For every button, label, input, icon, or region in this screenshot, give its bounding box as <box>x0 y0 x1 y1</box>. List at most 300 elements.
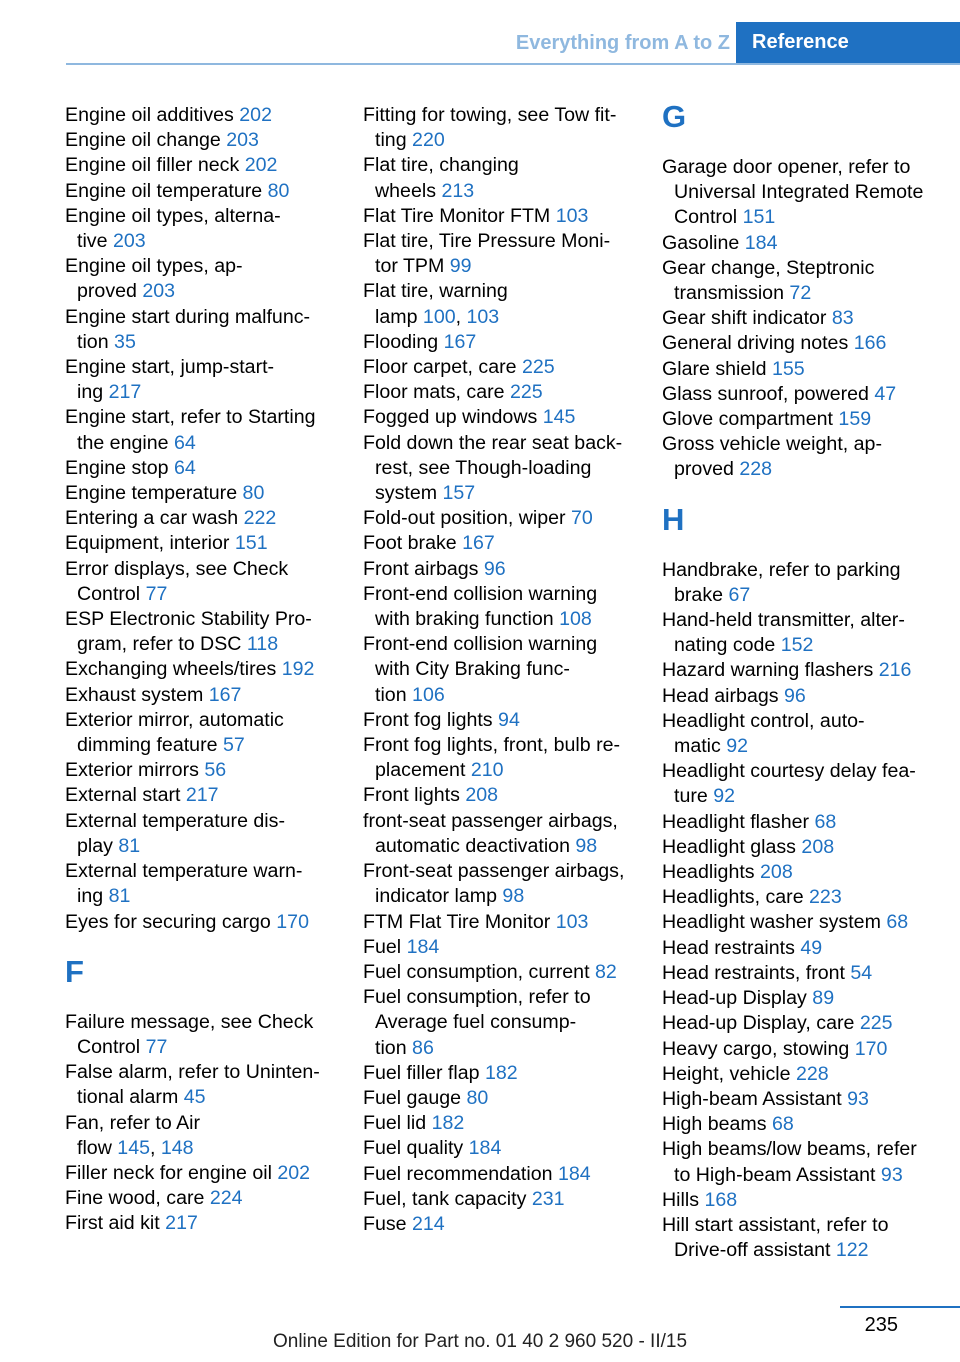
index-entry-text: Foot brake <box>363 532 463 555</box>
index-entry-text: Flat tire, changing <box>363 154 519 177</box>
page-link[interactable]: 80 <box>466 1086 489 1109</box>
index-entry-text: Exterior mirrors <box>65 759 205 782</box>
index-entry-text: Universal Integrated Remote <box>674 181 924 204</box>
index-entry <box>662 231 952 256</box>
index-entry-text: External start <box>65 784 186 807</box>
page-link[interactable]: 213 <box>441 179 475 202</box>
page-link[interactable]: 35 <box>114 330 136 353</box>
index-entry-text: system <box>375 482 443 505</box>
page-link[interactable]: 225 <box>510 381 543 404</box>
index-entry <box>363 783 638 808</box>
index-entry <box>65 708 340 758</box>
index-entry-text: Head restraints, front <box>662 961 851 984</box>
index-entry-text: Engine oil change <box>65 129 227 152</box>
index-entry <box>662 357 952 382</box>
page-link[interactable]: 98 <box>502 885 525 908</box>
index-entry-text: with braking function <box>375 608 560 631</box>
index-entry-text: Front-seat passenger airbags, <box>363 860 625 883</box>
index-entry-text: tive <box>77 230 113 253</box>
page-link[interactable]: 106 <box>412 683 445 706</box>
index-entry-text: Failure message, see Check <box>65 1010 314 1033</box>
index-entry-text: External temperature dis- <box>65 809 285 832</box>
page-link[interactable]: 94 <box>498 708 520 731</box>
index-entry <box>363 506 638 531</box>
index-entry-text: flow <box>77 1136 118 1159</box>
index-entry-text: with City Braking func- <box>375 658 570 681</box>
index-entry <box>65 405 340 455</box>
index-entry <box>662 608 952 658</box>
index-entry-text: Glove compartment <box>662 408 839 431</box>
index-entry-text: High-beam Assistant <box>662 1087 848 1110</box>
index-entry-text: Fuel consumption, refer to <box>363 986 591 1009</box>
index-entry <box>662 936 952 961</box>
page-link[interactable]: 81 <box>108 885 131 908</box>
index-entry-text: Exterior mirror, automatic <box>65 708 284 731</box>
page-link[interactable]: 98 <box>575 834 598 857</box>
index-entry-text: Hill start assistant, refer to <box>662 1213 889 1236</box>
index-entry <box>363 557 638 582</box>
page-link[interactable]: 45 <box>183 1086 206 1109</box>
index-entry-text: Fogged up windows <box>363 406 543 429</box>
index-entry-text: External temperature warn- <box>65 860 303 883</box>
page-link[interactable]: 93 <box>847 1087 869 1110</box>
index-entry-text: Engine oil temperature <box>65 179 268 202</box>
page-link[interactable]: 225 <box>859 1012 893 1035</box>
index-entry <box>662 684 952 709</box>
index-entry-text: Front lights <box>363 784 466 807</box>
index-entry <box>363 935 638 960</box>
index-entry <box>65 254 340 304</box>
page-link[interactable]: 224 <box>209 1187 243 1210</box>
index-entry-text: Fuel gauge <box>363 1086 467 1109</box>
index-entry <box>662 155 952 231</box>
index-entry-text: Front fog lights, front, bulb re- <box>363 734 621 757</box>
page-link[interactable]: 217 <box>108 381 142 404</box>
page-link[interactable]: 203 <box>142 280 176 303</box>
index-entry <box>662 961 952 986</box>
index-entry-text: Engine oil types, ap- <box>65 255 243 278</box>
index-entry <box>65 683 340 708</box>
page-link[interactable]: 56 <box>204 759 227 782</box>
index-entry-text: Head-up Display, care <box>662 1012 860 1035</box>
index-entry-text: Fuel, tank capacity <box>363 1187 532 1210</box>
page-link[interactable]: 225 <box>522 356 555 379</box>
page-number: 235 <box>864 1314 898 1336</box>
page-link[interactable]: 68 <box>814 810 837 833</box>
index-entry-text: Exchanging wheels/tires <box>65 658 282 681</box>
page-link[interactable]: 96 <box>784 684 806 707</box>
index-entry <box>363 1136 638 1161</box>
page-link[interactable]: 64 <box>173 456 196 479</box>
index-entry-text: Fan, refer to Air <box>65 1111 201 1134</box>
index-entry <box>363 1111 638 1136</box>
page-link[interactable]: 170 <box>276 910 309 933</box>
index-entry <box>363 153 638 203</box>
index-entry-text: Height, vehicle <box>662 1062 796 1085</box>
index-entry-text: tion <box>375 1036 413 1059</box>
index-entry <box>65 1161 340 1186</box>
index-entry-text: Garage door opener, refer to <box>662 156 911 178</box>
index-entry-text: Engine oil filler neck <box>65 154 245 177</box>
index-entry-text: Headlight washer system <box>662 911 887 934</box>
index-entry-text: tion <box>77 330 115 353</box>
page-link[interactable]: 80 <box>267 179 290 202</box>
index-entry-text: Fuel consumption, current <box>363 960 595 983</box>
page-link[interactable]: 103 <box>555 204 589 227</box>
index-entry-text: Engine start during malfunc- <box>65 305 311 328</box>
page-link[interactable]: 67 <box>728 583 751 606</box>
page-link[interactable]: 184 <box>468 1137 502 1160</box>
index-entry <box>363 582 638 632</box>
index-entry-text: front-seat passenger airbags, <box>363 809 618 832</box>
index-entry <box>363 380 638 405</box>
index-entry-text: Fold-out position, wiper <box>363 507 572 530</box>
index-entry-text: Fuel <box>363 935 407 958</box>
page-link[interactable]: 49 <box>800 936 823 959</box>
index-entry-text: Engine start, refer to Starting <box>65 406 316 429</box>
page-link[interactable]: 82 <box>594 960 617 983</box>
page-link[interactable]: 216 <box>878 659 912 682</box>
index-entry-text: Engine start, jump-start- <box>65 356 275 379</box>
page-link[interactable]: 100 <box>422 305 456 328</box>
page-link[interactable]: 228 <box>795 1062 829 1085</box>
index-entry <box>363 330 638 355</box>
index-entry <box>662 558 952 608</box>
index-entry <box>65 153 340 178</box>
index-entry <box>662 331 952 356</box>
page-link[interactable]: 99 <box>449 255 472 278</box>
index-entry-text: Fuse <box>363 1212 413 1235</box>
page-link[interactable]: 231 <box>531 1187 565 1210</box>
index-entry-text: Fuel filler flap <box>363 1061 485 1084</box>
index-entry-text: transmission <box>674 282 790 305</box>
index-entry-text: High beams <box>662 1113 772 1136</box>
index-entry-text: Hills <box>662 1188 705 1211</box>
index-entry-text: to High-beam Assistant <box>674 1163 881 1186</box>
index-entry <box>363 204 638 229</box>
page-link[interactable]: 86 <box>412 1036 434 1059</box>
page-link[interactable]: 47 <box>874 382 897 405</box>
index-entry <box>65 355 340 405</box>
page-link[interactable]: 70 <box>571 507 593 530</box>
page-link[interactable]: 210 <box>470 759 504 782</box>
index-entry <box>363 985 638 1061</box>
index-entry-text: placement <box>375 759 471 782</box>
index-entry-text: Average fuel consump- <box>375 1011 577 1034</box>
index-letter-heading: F <box>65 953 84 989</box>
page-link[interactable]: 89 <box>812 987 835 1010</box>
index-entry-text: proved <box>674 458 740 481</box>
index-entry-text: Filler neck for engine oil <box>65 1161 278 1184</box>
page-link[interactable]: 182 <box>484 1061 518 1084</box>
page-link[interactable]: 203 <box>112 230 146 253</box>
index-entry <box>662 709 952 759</box>
page-link[interactable]: 145 <box>117 1136 150 1159</box>
index-entry-text: Fold down the rear seat back- <box>363 431 623 454</box>
index-entry <box>363 708 638 733</box>
index-entry <box>65 456 340 481</box>
index-entry-text: FTM Flat Tire Monitor <box>363 910 556 933</box>
index-entry <box>65 103 340 128</box>
tab-reference[interactable]: Reference <box>736 22 960 63</box>
page-link[interactable]: 57 <box>222 734 245 757</box>
index-entry <box>662 407 952 432</box>
index-entry-text: play <box>77 834 119 857</box>
index-entry-text: Engine temperature <box>65 482 243 505</box>
index-entry-text: Headlights, care <box>662 886 810 909</box>
index-entry <box>662 1112 952 1137</box>
page-link[interactable]: 72 <box>789 282 812 305</box>
index-entry-text: tion <box>375 683 413 706</box>
index-entry <box>662 382 952 407</box>
index-entry <box>65 1186 340 1211</box>
index-entry-text: Glare shield <box>662 357 772 380</box>
page-link[interactable]: 166 <box>853 332 887 355</box>
index-entry <box>363 103 638 153</box>
index-entry-text: Equipment, interior <box>65 532 235 555</box>
index-entry-text: Flat tire, warning <box>363 280 508 303</box>
index-entry-text: Heavy cargo, stowing <box>662 1037 855 1060</box>
index-entry <box>363 431 638 507</box>
index-entry-text: Front airbags <box>363 557 484 580</box>
index-entry <box>662 1087 952 1112</box>
page-link[interactable]: 152 <box>780 634 814 657</box>
index-entry-text: dimming feature <box>77 734 223 757</box>
index-entry-text: Error displays, see Check <box>65 557 289 580</box>
page-link[interactable]: 103 <box>555 910 589 933</box>
footer-rule <box>840 1306 960 1308</box>
page-link[interactable]: 184 <box>744 231 778 254</box>
page-link[interactable]: 223 <box>809 886 842 909</box>
page-link[interactable]: 202 <box>239 104 272 126</box>
index-entry-text: Floor mats, care <box>363 381 510 404</box>
index-entry <box>65 859 340 909</box>
index-entry <box>65 531 340 556</box>
page-link[interactable]: 208 <box>760 861 793 884</box>
page-link[interactable]: 92 <box>726 735 749 758</box>
index-letter-heading: G <box>662 99 687 134</box>
page-link[interactable]: 220 <box>412 129 445 152</box>
page-link[interactable]: 184 <box>406 935 440 958</box>
index-entry <box>65 1010 340 1060</box>
index-entry <box>363 1162 638 1187</box>
index-entry <box>65 481 340 506</box>
index-entry-text: First aid kit <box>65 1212 166 1235</box>
index-entry-text: Gasoline <box>662 231 745 254</box>
page-link[interactable]: 80 <box>242 482 265 505</box>
index-entry-text: Fuel lid <box>363 1112 432 1135</box>
index-entry <box>363 229 638 279</box>
index-entry-text: Drive-off assistant <box>674 1239 836 1262</box>
index-entry <box>662 860 952 885</box>
page-link[interactable]: 208 <box>801 835 835 858</box>
index-entry <box>363 1086 638 1111</box>
index-entry-text: automatic deactivation <box>375 834 576 857</box>
page-link[interactable]: 118 <box>246 633 279 656</box>
page-link[interactable]: 222 <box>243 507 277 530</box>
page-link[interactable]: 202 <box>244 154 278 177</box>
index-column-2 <box>363 103 638 1237</box>
index-entry-text: Fuel recommendation <box>363 1162 558 1185</box>
footer-edition: Online Edition for Part no. 01 40 2 960 520 - II/15 <box>272 1331 688 1352</box>
header-rule <box>66 63 960 65</box>
page-link[interactable]: 203 <box>226 129 259 152</box>
index-entry-text: the engine <box>77 431 174 454</box>
index-entry-text: Hazard warning flashers <box>662 659 879 682</box>
index-entry <box>363 1212 638 1237</box>
index-entry <box>662 910 952 935</box>
index-entry-text: Handbrake, refer to parking <box>662 558 901 581</box>
index-entry <box>65 910 340 935</box>
page-link[interactable]: 96 <box>483 557 506 580</box>
page-link[interactable]: 208 <box>465 784 499 807</box>
index-entry <box>662 1188 952 1213</box>
index-entry-text: Gear shift indicator <box>662 307 832 330</box>
page-link[interactable]: 151 <box>742 206 776 229</box>
index-entry-text: gram, refer to DSC <box>77 633 247 656</box>
page-link[interactable]: 167 <box>462 532 495 555</box>
index-entry-text: wheels <box>375 179 442 202</box>
index-entry <box>662 658 952 683</box>
page-link[interactable]: 170 <box>854 1037 888 1060</box>
page-link[interactable]: 217 <box>185 784 219 807</box>
index-entry <box>65 204 340 254</box>
page-link[interactable]: 157 <box>442 482 476 505</box>
index-column-1 <box>65 103 340 1237</box>
page-link[interactable]: 92 <box>713 785 736 808</box>
index-entry-text: ESP Electronic Stability Pro- <box>65 608 312 631</box>
index-entry <box>363 1187 638 1212</box>
page-link[interactable]: 83 <box>831 307 854 330</box>
page-link[interactable]: 159 <box>838 408 872 431</box>
page-link[interactable]: 167 <box>208 683 242 706</box>
index-entry <box>363 355 638 380</box>
page-link[interactable]: 155 <box>772 357 805 380</box>
index-entry-text: Eyes for securing cargo <box>65 910 277 933</box>
index-entry <box>363 405 638 430</box>
index-entry <box>65 128 340 153</box>
index-entry <box>662 835 952 860</box>
index-entry <box>363 733 638 783</box>
page-link[interactable]: 217 <box>165 1212 198 1235</box>
index-entry <box>662 1213 952 1263</box>
index-entry <box>662 1062 952 1087</box>
index-entry <box>662 1011 952 1036</box>
index-entry-text: ing <box>77 381 109 404</box>
index-entry <box>65 557 340 607</box>
page-link[interactable]: 64 <box>173 431 196 454</box>
page-link[interactable]: 122 <box>835 1239 869 1262</box>
index-entry-text: Gear change, Steptronic <box>662 256 875 279</box>
index-entry-text: tional alarm <box>77 1086 184 1109</box>
index-entry <box>65 305 340 355</box>
page-link[interactable]: 145 <box>542 406 576 429</box>
page-link[interactable]: 68 <box>886 911 909 934</box>
index-entry-text: Flat Tire Monitor FTM <box>363 204 556 227</box>
index-entry <box>662 986 952 1011</box>
index-entry <box>363 809 638 859</box>
page-link[interactable]: 202 <box>277 1161 311 1184</box>
index-entry-text: Control <box>674 206 743 229</box>
page-link[interactable]: 77 <box>145 1035 168 1058</box>
page-link[interactable]: 214 <box>412 1212 445 1235</box>
index-entry <box>65 607 340 657</box>
page-link[interactable]: 151 <box>234 532 268 555</box>
page-link[interactable]: 184 <box>557 1162 591 1185</box>
page-link[interactable]: 168 <box>704 1188 738 1211</box>
page-link[interactable]: 103 <box>466 305 500 328</box>
index-entry-text: Front-end collision warning <box>363 582 598 605</box>
index-entry-text: matic <box>674 735 727 758</box>
index-entry <box>65 1060 340 1110</box>
index-entry-text: ing <box>77 885 109 908</box>
index-entry-text: Floor carpet, care <box>363 356 522 379</box>
index-entry-text: High beams/low beams, refer <box>662 1138 917 1161</box>
page-link[interactable]: 81 <box>118 834 141 857</box>
index-entry-text: indicator lamp <box>375 885 503 908</box>
index-entry-text: Exhaust system <box>65 683 209 706</box>
index-entry <box>662 810 952 835</box>
index-entry-text: rest, see Though-loading <box>375 456 592 479</box>
index-column-3 <box>662 99 952 1263</box>
index-entry <box>662 256 952 306</box>
index-letter-heading: H <box>662 501 685 537</box>
index-entry <box>363 1061 638 1086</box>
page-link[interactable]: 68 <box>772 1113 794 1136</box>
index-entry <box>65 1211 340 1236</box>
index-entry: Flat tire, warning lamp 100, 103 <box>363 280 508 328</box>
page-link[interactable]: 77 <box>145 582 168 605</box>
index-entry-text: Headlights <box>662 861 761 884</box>
page-link[interactable]: 54 <box>850 961 873 984</box>
index-entry <box>363 910 638 935</box>
index-entry-text: Engine oil types, alterna- <box>65 204 281 227</box>
page-link[interactable]: 108 <box>559 608 592 631</box>
index-entry-text: Headlight flasher <box>662 810 815 833</box>
index-entry-text: nating code <box>674 634 781 657</box>
page-link[interactable]: 148 <box>160 1136 194 1159</box>
index-entry-text: False alarm, refer to Uninten- <box>65 1061 320 1084</box>
page-link[interactable]: 167 <box>443 330 477 353</box>
index-entry-text: Front-end collision warning <box>363 633 598 656</box>
index-entry-text: ture <box>674 785 714 808</box>
index-entry <box>662 1037 952 1062</box>
index-entry-text: Hand-held transmitter, alter- <box>662 609 905 632</box>
index-entry-text: Head airbags <box>662 684 784 707</box>
index-entry-text: Entering a car wash <box>65 507 244 530</box>
index-entry <box>65 506 340 531</box>
page-link[interactable]: 93 <box>880 1163 903 1186</box>
index-entry <box>662 432 952 482</box>
index-entry <box>662 759 952 809</box>
page-link[interactable]: 182 <box>431 1112 465 1135</box>
page-link[interactable]: 228 <box>739 458 773 481</box>
index-entry-text: Engine oil additives <box>65 104 240 126</box>
index-entry <box>363 859 638 909</box>
page-link[interactable]: 192 <box>281 658 315 681</box>
index-entry-text: Headlight control, auto- <box>662 709 865 732</box>
index-entry-text: Control <box>77 1035 146 1058</box>
index-entry <box>65 809 340 859</box>
index-entry-text: Engine stop <box>65 456 174 479</box>
index-entry <box>65 657 340 682</box>
index-entry <box>363 531 638 556</box>
index-entry-text: Headlight glass <box>662 835 802 858</box>
index-entry-text: Flooding <box>363 330 444 353</box>
index-entry-text: Head-up Display <box>662 987 813 1010</box>
index-entry-text: brake <box>674 583 729 606</box>
index-entry-text: lamp <box>375 305 423 328</box>
